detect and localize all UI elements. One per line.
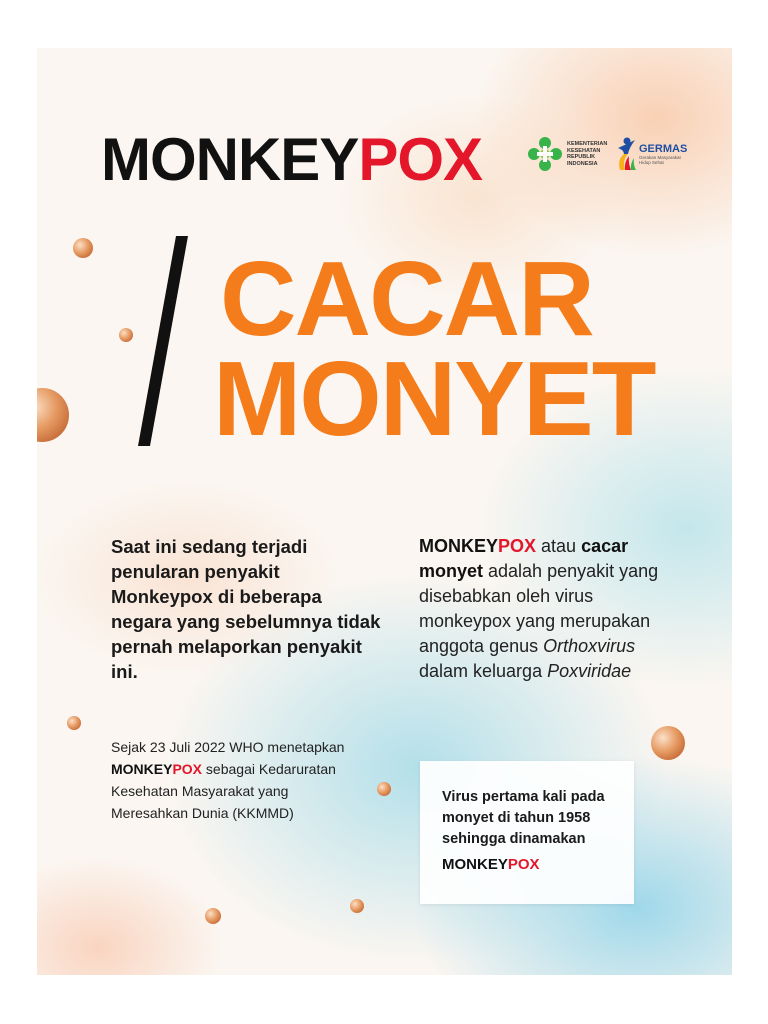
virus-info-brand: [442, 854, 622, 875]
kemenkes-line: REPUBLIK: [567, 154, 596, 160]
who-note-paragraph: [111, 736, 351, 824]
kemenkes-line: KESEHATAN: [567, 147, 601, 154]
virus-info-text: [442, 787, 622, 875]
slash-divider: [138, 236, 188, 446]
brand-monkey: MONKEY: [442, 856, 508, 873]
kemenkes-line: INDONESIA: [567, 160, 598, 167]
brand-pox: POX: [172, 761, 203, 777]
brand-monkey: MONKEY: [111, 761, 173, 777]
definition-paragraph: [419, 534, 679, 684]
title-part-monkey: MONKEY: [101, 126, 359, 193]
virus-dot: [377, 782, 391, 796]
definition-text: adalah penyakit yang disebabkan oleh virus monkeypox yang merupakan anggota genus: [419, 561, 659, 656]
who-note-text: sebagai Kedaruratan Kesehatan Masyarakat yang Meresahkan Dunia (KKMMD): [111, 761, 336, 821]
germas-logo: [615, 136, 687, 172]
virus-dot: [67, 716, 81, 730]
virus-dot: [73, 238, 93, 258]
virus-dot: [205, 908, 221, 924]
genus-name: Orthoxvirus: [543, 636, 636, 656]
kemenkes-logo: [527, 136, 613, 172]
virus-dot: [350, 899, 364, 913]
poster-title: [101, 126, 483, 193]
virus-info-box: [420, 761, 634, 904]
definition-text: dalam keluarga: [419, 661, 548, 681]
virus-info-sentence: Virus pertama kali pada monyet di tahun 1958 sehingga dinamakan: [442, 789, 605, 847]
who-note-text: Sejak 23 Juli 2022 WHO menetapkan: [111, 739, 345, 755]
germas-figure-icon: [615, 136, 637, 172]
monkeypox-poster: [37, 48, 732, 975]
virus-dot: [119, 328, 133, 342]
brand-monkey: MONKEY: [419, 536, 499, 556]
brand-pox: POX: [507, 856, 540, 873]
headline-cacar: CACAR: [220, 240, 593, 358]
family-name: Poxviridae: [547, 661, 632, 681]
germas-tagline: Gerakan Masyarakat: [639, 154, 681, 160]
brand-pox: POX: [498, 536, 537, 556]
germas-name: GERMAS: [639, 142, 688, 155]
germas-wordmark: [639, 144, 687, 165]
headline-monyet: MONYET: [213, 340, 655, 458]
title-part-pox: POX: [358, 126, 483, 193]
kemenkes-line: KEMENTERIAN: [567, 141, 608, 147]
intro-paragraph: Saat ini sedang terjadi penularan penyakit Monkeypox di beberapa negara yang sebelumnya tidak pernah melaporkan penyakit ini.: [111, 536, 381, 682]
definition-bold: cacar monyet: [419, 536, 629, 581]
virus-dot: [651, 726, 685, 760]
germas-tagline: Hidup Sehat: [639, 159, 664, 165]
kemenkes-emblem-icon: [527, 136, 563, 172]
virus-dot: [37, 388, 69, 442]
definition-text: atau: [536, 536, 582, 556]
kemenkes-wordmark: [567, 141, 613, 167]
